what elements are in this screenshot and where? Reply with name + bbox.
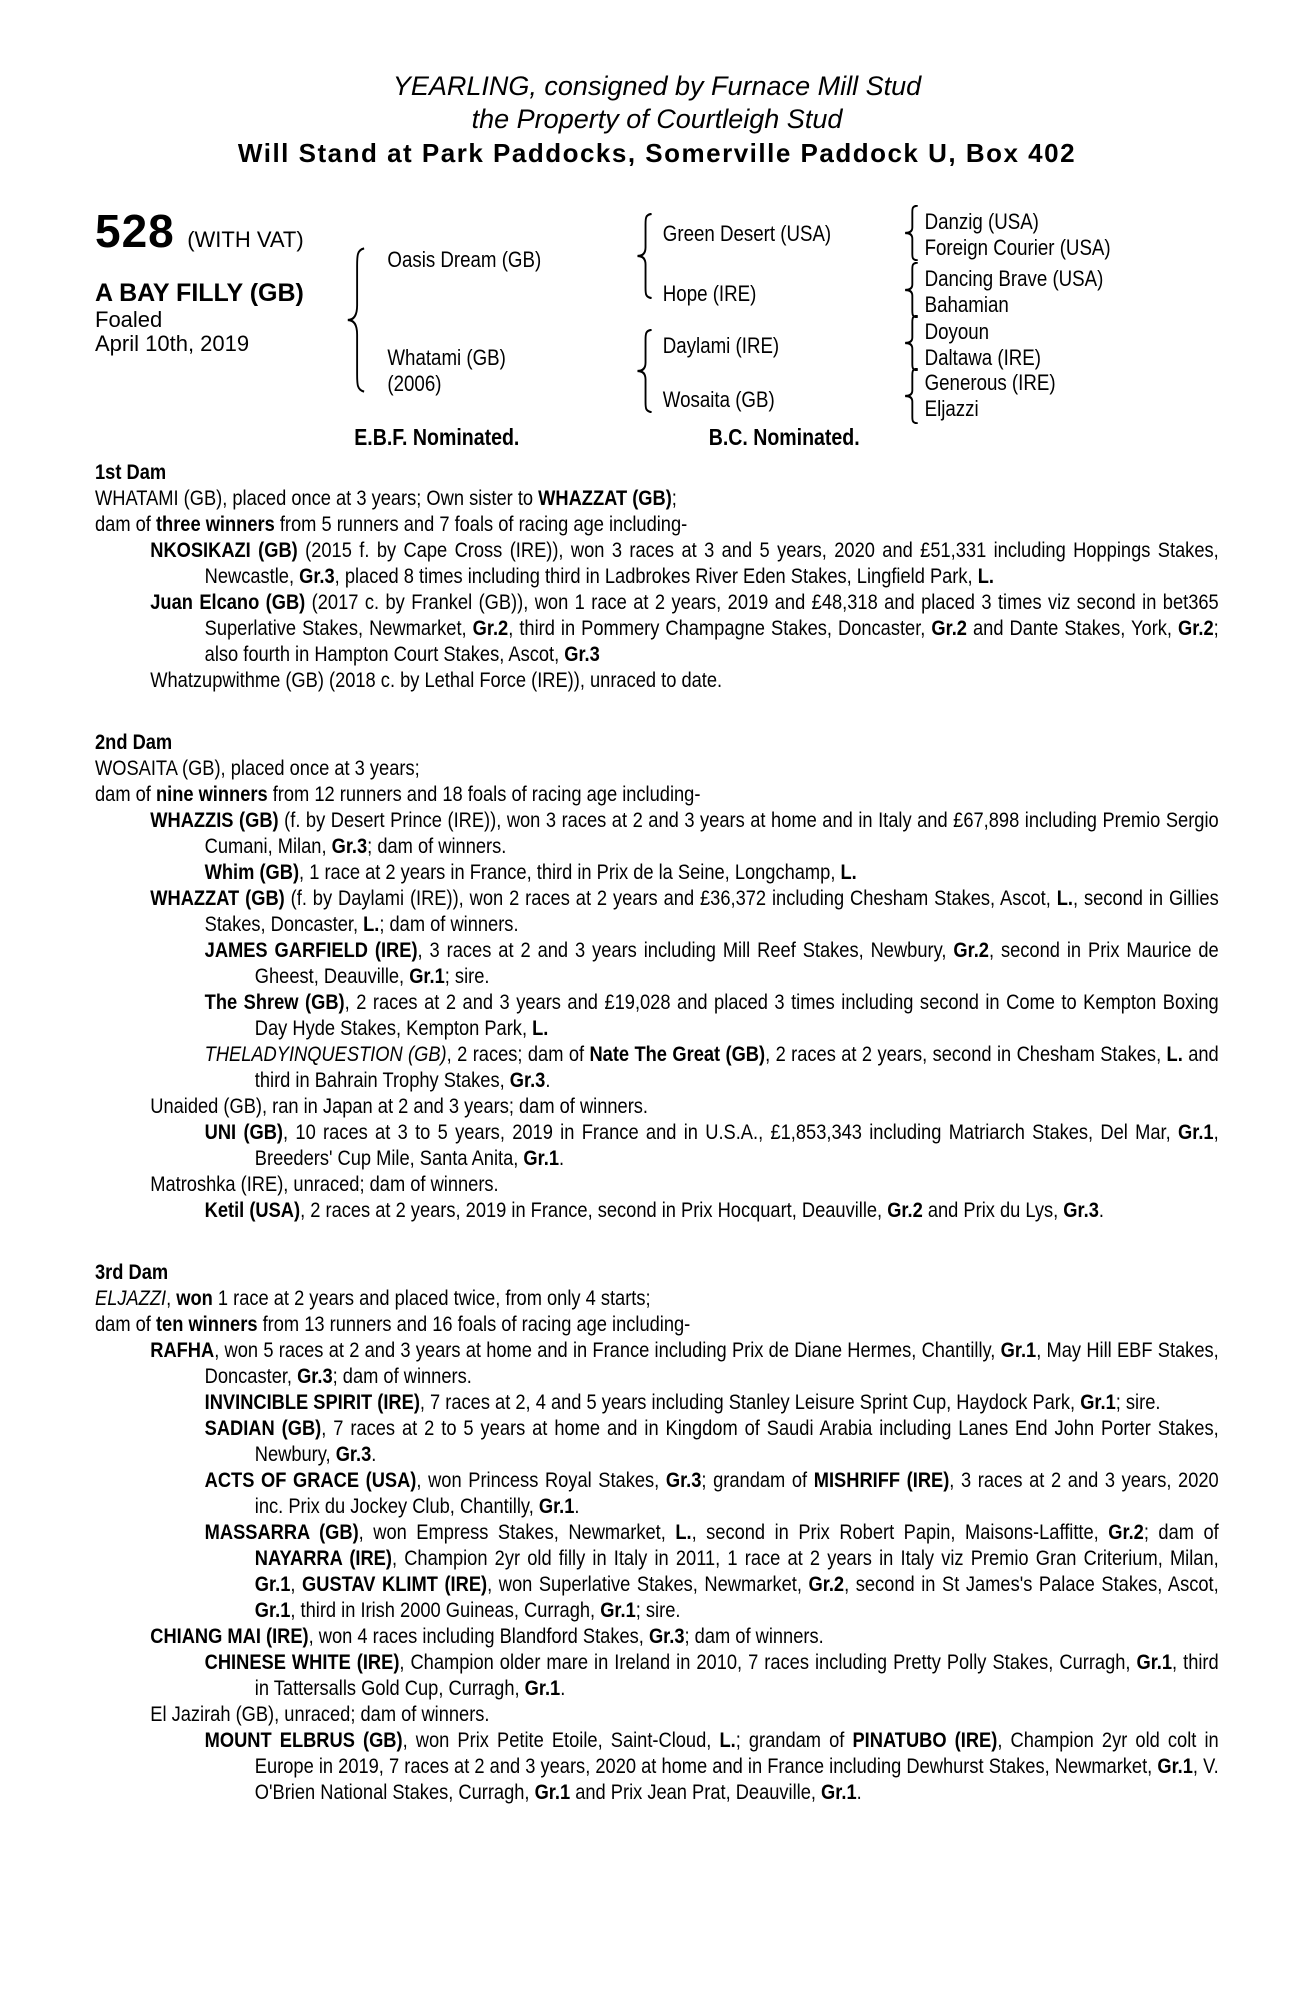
sire-dam-sire-name: Dancing Brave (USA) <box>924 266 1104 291</box>
text-segment: ; sire. <box>635 1598 681 1622</box>
pedigree-brace-dam-dam <box>904 368 918 424</box>
text-segment: ; dam of winners. <box>367 834 507 858</box>
text-segment: , 2 races at 2 years, 2019 in France, second in Prix Hocquart, Deauville, <box>300 1198 888 1222</box>
text-segment: Gr.1 <box>1000 1338 1037 1362</box>
sire-sire-dam-name: Foreign Courier (USA) <box>924 235 1111 260</box>
text-segment: NAYARRA (IRE) <box>254 1546 392 1570</box>
text-segment: . <box>558 1146 565 1170</box>
text-segment: , second in Prix Robert Papin, Maisons-Laffitte, <box>691 1520 1109 1544</box>
text-segment: , won Superlative Stakes, Newmarket, <box>487 1572 809 1596</box>
catalog-paragraph <box>95 859 1219 885</box>
text-segment: and third in Bahrain Trophy Stakes, <box>254 1042 1219 1092</box>
text-segment: WHAZZAT (GB) <box>538 486 672 510</box>
sire-name: Oasis Dream (GB) <box>387 247 542 272</box>
text-segment: Gr.1 <box>821 1780 857 1804</box>
text-segment: Gr.3 <box>1063 1198 1099 1222</box>
text-segment: , won 5 races at 2 and 3 years at home and in France including Prix de Diane Hermes, Chantilly, <box>214 1338 1001 1362</box>
pedigree-brace-sire-dam <box>904 262 918 318</box>
text-segment: Gr.2 <box>1108 1520 1144 1544</box>
text-segment: , V. O'Brien National Stakes, Curragh, <box>254 1754 1219 1804</box>
text-segment: Gr.2 <box>1178 616 1214 640</box>
text-segment: ; also fourth in Hampton Court Stakes, Ascot, <box>204 616 1219 666</box>
text-segment: CHIANG MAI (IRE) <box>150 1624 309 1648</box>
text-segment: Gr.1 <box>409 964 445 988</box>
text-segment: , third in Pommery Champagne Stakes, Doncaster, <box>508 616 932 640</box>
text-segment: Gr.2 <box>808 1572 845 1596</box>
text-segment: WHATAMI (GB), placed once at 3 years; Own sister to <box>95 486 539 510</box>
text-segment: . <box>574 1494 580 1518</box>
dam-section-2nd-dam <box>95 729 1219 1223</box>
text-segment: L. <box>675 1520 692 1544</box>
text-segment: Gr.2 <box>887 1198 923 1222</box>
text-segment: Gr.2 <box>472 616 509 640</box>
text-segment: , won 4 races including Blandford Stakes, <box>308 1624 649 1648</box>
text-segment: L. <box>977 564 994 588</box>
text-segment: (2015 f. by Cape Cross (IRE)), won 3 races at 3 and 5 years, 2020 and £51,331 including Hoppings Stakes, Newcastle, <box>204 538 1219 588</box>
text-segment: , won Prix Petite Etoile, Saint-Cloud, <box>402 1728 720 1752</box>
text-segment: Nate The Great (GB) <box>589 1042 766 1066</box>
text-segment: Gr.1 <box>534 1780 571 1804</box>
text-segment: L. <box>363 912 380 936</box>
text-segment: , won Princess Royal Stakes, <box>416 1468 666 1492</box>
catalog-paragraph <box>95 885 1219 937</box>
text-segment: and Dante Stakes, York, <box>966 616 1179 640</box>
text-segment: , second in Gillies Stakes, Doncaster, <box>204 886 1219 936</box>
catalog-paragraph <box>95 807 1219 859</box>
text-segment: SADIAN (GB) <box>204 1416 322 1440</box>
dam-sire-sire-name: Doyoun <box>924 319 990 344</box>
catalog-paragraph <box>95 781 1219 807</box>
text-segment: WOSAITA (GB), placed once at 3 years; <box>95 756 420 780</box>
sire-dam-name: Hope (IRE) <box>662 281 757 306</box>
text-segment: dam of <box>95 1312 156 1336</box>
catalog-paragraph <box>95 1285 1219 1311</box>
sire-dam-parents <box>925 266 1104 318</box>
text-segment: INVINCIBLE SPIRIT (IRE) <box>204 1390 420 1414</box>
catalog-paragraph <box>95 1649 1219 1701</box>
dam-dam-sire-name: Generous (IRE) <box>924 370 1056 395</box>
text-segment: three winners <box>155 512 275 536</box>
text-segment: . <box>560 1676 566 1700</box>
text-segment: , 2 races at 2 years, second in Chesham Stakes, <box>765 1042 1167 1066</box>
consignor-line: YEARLING, consigned by Furnace Mill Stud <box>392 71 922 101</box>
text-segment: ; sire. <box>444 964 490 988</box>
text-segment: , second in St James's Palace Stakes, Ascot, <box>844 1572 1219 1596</box>
text-segment: , 1 race at 2 years in France, third in Prix de la Seine, Longchamp, <box>299 860 841 884</box>
text-segment: , <box>290 1572 303 1596</box>
text-segment: Gr.3 <box>335 1442 372 1466</box>
text-segment: Gr.3 <box>299 564 335 588</box>
catalog-paragraph <box>95 1389 1219 1415</box>
text-segment: nine winners <box>155 782 268 806</box>
catalog-paragraph <box>95 989 1219 1041</box>
text-segment: NKOSIKAZI (GB) <box>150 538 298 562</box>
text-segment: GUSTAV KLIMT (IRE) <box>302 1572 488 1596</box>
text-segment: The Shrew (GB) <box>204 990 345 1014</box>
text-segment: . <box>1098 1198 1104 1222</box>
text-segment: . <box>545 1068 551 1092</box>
sire-dam-dam-name: Bahamian <box>924 292 1009 317</box>
text-segment: MASSARRA (GB) <box>204 1520 359 1544</box>
text-segment: 1 race at 2 years and placed twice, from only 4 starts; <box>212 1286 651 1310</box>
text-segment: from 13 runners and 16 foals of racing age including- <box>257 1312 691 1336</box>
text-segment: MOUNT ELBRUS (GB) <box>204 1728 403 1752</box>
catalog-paragraph <box>95 1337 1219 1389</box>
text-segment: , Champion older mare in Ireland in 2010, 7 races including Pretty Polly Stakes, Curragh, <box>399 1650 1137 1674</box>
text-segment: Juan Elcano (GB) <box>150 590 306 614</box>
text-segment: , Champion 2yr old colt in Europe in 2019, 7 races at 2 and 3 years, 2020 at home and in France including Dewhurst Stakes, Newmarket, <box>254 1728 1219 1778</box>
text-segment: won <box>176 1286 213 1310</box>
text-segment: (f. by Daylami (IRE)), won 2 races at 2 years and £36,372 including Chesham Stakes, Ascot, <box>284 886 1057 910</box>
text-segment: Gr.2 <box>931 616 967 640</box>
text-segment: Gr.3 <box>564 642 600 666</box>
stand-location-line: Will Stand at Park Paddocks, Somerville Paddock U, Box 402 <box>237 138 1077 168</box>
text-segment: Gr.3 <box>665 1468 702 1492</box>
text-segment: L. <box>719 1728 736 1752</box>
dam-section-3rd-dam <box>95 1259 1219 1805</box>
text-segment: , 2 races; dam of <box>446 1042 590 1066</box>
dam-sire-dam-name: Daltawa (IRE) <box>924 345 1041 370</box>
foaled-date: April 10th, 2019 <box>95 331 250 356</box>
dam-name: Whatami (GB) <box>387 345 506 370</box>
dam-dam-dam-name: Eljazzi <box>924 396 979 421</box>
text-segment: ; dam of <box>1143 1520 1219 1544</box>
text-segment: , 3 races at 2 and 3 years, 2020 inc. Prix du Jockey Club, Chantilly, <box>254 1468 1219 1518</box>
text-segment: ; grandam of <box>735 1728 853 1752</box>
text-segment: ; dam of winners. <box>684 1624 824 1648</box>
text-segment: Gr.3 <box>648 1624 685 1648</box>
text-segment: dam of <box>95 512 156 536</box>
pedigree-brace-dam-sire <box>904 315 918 371</box>
text-segment: , 3 races at 2 and 3 years including Mill Reef Stakes, Newbury, <box>417 938 954 962</box>
text-segment: Gr.1 <box>524 1676 561 1700</box>
text-segment: Gr.1 <box>523 1146 559 1170</box>
catalog-paragraph <box>95 511 1219 537</box>
text-segment: ; sire. <box>1115 1390 1161 1414</box>
catalog-paragraph <box>95 1467 1219 1519</box>
text-segment: El Jazirah (GB), unraced; dam of winners. <box>150 1702 490 1726</box>
text-segment: (f. by Desert Prince (IRE)), won 3 races at 2 and 3 years at home and in Italy and £67,898 including Premio Sergio Cumani, Milan, <box>204 808 1219 858</box>
catalog-paragraph <box>95 1119 1219 1171</box>
text-segment: Gr.3 <box>331 834 368 858</box>
text-segment: Whatzupwithme (GB) (2018 c. by Lethal Force (IRE)), unraced to date. <box>150 668 723 692</box>
text-segment: THELADYINQUESTION (GB) <box>204 1042 447 1066</box>
text-segment: Gr.1 <box>254 1572 291 1596</box>
sire-sire-sire-name: Danzig (USA) <box>924 209 1039 234</box>
text-segment: L. <box>1056 886 1073 910</box>
vat-note: (WITH VAT) <box>187 227 304 252</box>
text-segment: UNI (GB) <box>204 1120 284 1144</box>
dam-dam-parents <box>925 370 1056 422</box>
text-segment: from 12 runners and 18 foals of racing age including- <box>267 782 701 806</box>
text-segment: Ketil (USA) <box>204 1198 301 1222</box>
text-segment: Gr.3 <box>297 1364 333 1388</box>
text-segment: ACTS OF GRACE (USA) <box>204 1468 417 1492</box>
text-segment: Gr.1 <box>1157 1754 1193 1778</box>
text-segment: Gr.1 <box>1136 1650 1173 1674</box>
dam-year: (2006) <box>387 371 442 396</box>
text-segment: JAMES GARFIELD (IRE) <box>204 938 418 962</box>
text-segment: Unaided (GB), ran in Japan at 2 and 3 years; dam of winners. <box>150 1094 649 1118</box>
text-segment: WHAZZAT (GB) <box>150 886 285 910</box>
text-segment: MISHRIFF (IRE) <box>813 1468 950 1492</box>
horse-description: A BAY FILLY (GB) <box>95 279 304 307</box>
text-segment: , placed 8 times including third in Ladbrokes River Eden Stakes, Lingfield Park, <box>334 564 978 588</box>
text-segment: , Champion 2yr old filly in Italy in 2011, 1 race at 2 years in Italy viz Premio Gran Criterium, Milan, <box>391 1546 1219 1570</box>
catalog-paragraph <box>95 1727 1219 1805</box>
text-segment: ; dam of winners. <box>332 1364 472 1388</box>
text-segment: (2017 c. by Frankel (GB)), won 1 race at 2 years, 2019 and £48,318 and placed 3 times viz second in bet365 Superlative Stakes, Newmarket, <box>204 590 1219 640</box>
catalog-paragraph <box>95 1311 1219 1337</box>
text-segment: WHAZZIS (GB) <box>150 808 279 832</box>
catalog-paragraph <box>95 937 1219 989</box>
text-segment: Whim (GB) <box>204 860 300 884</box>
text-segment: , May Hill EBF Stakes, Doncaster, <box>204 1338 1219 1388</box>
bc-nominated: B.C. Nominated. <box>708 424 860 450</box>
catalog-paragraph <box>95 1197 1219 1223</box>
text-segment: , Breeders' Cup Mile, Santa Anita, <box>254 1120 1219 1170</box>
text-segment: ten winners <box>155 1312 258 1336</box>
sire-sire-name: Green Desert (USA) <box>662 221 832 246</box>
catalog-paragraph <box>95 1171 1219 1197</box>
catalog-paragraph <box>95 1623 1219 1649</box>
sire-sire-parents <box>925 209 1111 261</box>
text-segment: L. <box>840 860 857 884</box>
text-segment: , won Empress Stakes, Newmarket, <box>358 1520 676 1544</box>
text-segment: ELJAZZI <box>95 1286 167 1310</box>
text-segment: . <box>856 1780 862 1804</box>
text-segment: L. <box>532 1016 549 1040</box>
text-segment: from 5 runners and 7 foals of racing age including- <box>274 512 688 536</box>
text-segment: Gr.1 <box>1178 1120 1214 1144</box>
lot-number: 528 <box>95 205 175 257</box>
dam-name-block <box>387 345 505 397</box>
text-segment: CHINESE WHITE (IRE) <box>204 1650 400 1674</box>
text-segment: , third in Tattersalls Gold Cup, Curragh, <box>254 1650 1219 1700</box>
pedigree-brace-main <box>347 247 366 393</box>
foaled-label: Foaled <box>95 307 163 332</box>
text-segment: L. <box>1166 1042 1183 1066</box>
text-segment: , third in Irish 2000 Guineas, Curragh, <box>290 1598 601 1622</box>
text-segment: Gr.1 <box>538 1494 575 1518</box>
text-segment: , 7 races at 2 to 5 years at home and in Kingdom of Saudi Arabia including Lanes End John Porter Stakes, Newbury, <box>254 1416 1219 1466</box>
dam-section-heading: 2nd Dam <box>95 730 173 754</box>
text-segment: Gr.1 <box>1080 1390 1116 1414</box>
property-line: the Property of Courtleigh Stud <box>471 104 843 134</box>
pedigree-brace-dam <box>636 329 652 413</box>
text-segment: RAFHA <box>150 1338 215 1362</box>
text-segment: Gr.2 <box>953 938 989 962</box>
dam-sections <box>95 459 1219 1805</box>
dam-sire-name: Daylami (IRE) <box>662 333 780 358</box>
text-segment: ; <box>671 486 677 510</box>
text-segment: and Prix Jean Prat, Deauville, <box>570 1780 822 1804</box>
dam-sire-parents <box>925 319 1041 371</box>
pedigree-block <box>95 205 1219 457</box>
pedigree-brace-sire-sire <box>904 205 918 261</box>
text-segment: PINATUBO (IRE) <box>852 1728 998 1752</box>
text-segment: , 10 races at 3 to 5 years, 2019 in France and in U.S.A., £1,853,343 including Matriarch Stakes, Del Mar, <box>283 1120 1179 1144</box>
ebf-nominated: E.B.F. Nominated. <box>354 424 520 450</box>
text-segment: Gr.1 <box>600 1598 636 1622</box>
catalog-paragraph <box>95 755 1219 781</box>
catalog-paragraph <box>95 485 1219 511</box>
catalog-paragraph <box>95 1519 1219 1623</box>
dam-section-heading: 1st Dam <box>95 460 167 484</box>
text-segment: and Prix du Lys, <box>922 1198 1064 1222</box>
dam-dam-name: Wosaita (GB) <box>662 387 775 412</box>
text-segment: Gr.3 <box>509 1068 546 1092</box>
catalog-paragraph <box>95 667 1219 693</box>
catalog-paragraph <box>95 537 1219 589</box>
text-segment: Matroshka (IRE), unraced; dam of winners. <box>150 1172 499 1196</box>
text-segment: , 7 races at 2, 4 and 5 years including Stanley Leisure Sprint Cup, Haydock Park, <box>419 1390 1081 1414</box>
text-segment: . <box>371 1442 377 1466</box>
text-segment: Gr.1 <box>254 1598 291 1622</box>
catalog-paragraph <box>95 1093 1219 1119</box>
catalog-paragraph <box>95 1701 1219 1727</box>
text-segment: ; grandam of <box>701 1468 814 1492</box>
text-segment: , 2 races at 2 and 3 years and £19,028 and placed 3 times including second in Come to Kempton Boxing Day Hyde Stakes, Kempton Park, <box>254 990 1219 1040</box>
text-segment: , second in Prix Maurice de Gheest, Deauville, <box>254 938 1219 988</box>
page-header <box>95 70 1219 169</box>
text-segment: ; dam of winners. <box>379 912 519 936</box>
dam-section-1st-dam <box>95 459 1219 693</box>
pedigree-tree <box>95 205 1219 457</box>
dam-section-heading: 3rd Dam <box>95 1260 169 1284</box>
text-segment: dam of <box>95 782 156 806</box>
pedigree-brace-sire <box>636 213 652 299</box>
text-segment: , <box>166 1286 177 1310</box>
catalog-paragraph <box>95 1041 1219 1093</box>
catalog-paragraph <box>95 589 1219 667</box>
catalog-paragraph <box>95 1415 1219 1467</box>
